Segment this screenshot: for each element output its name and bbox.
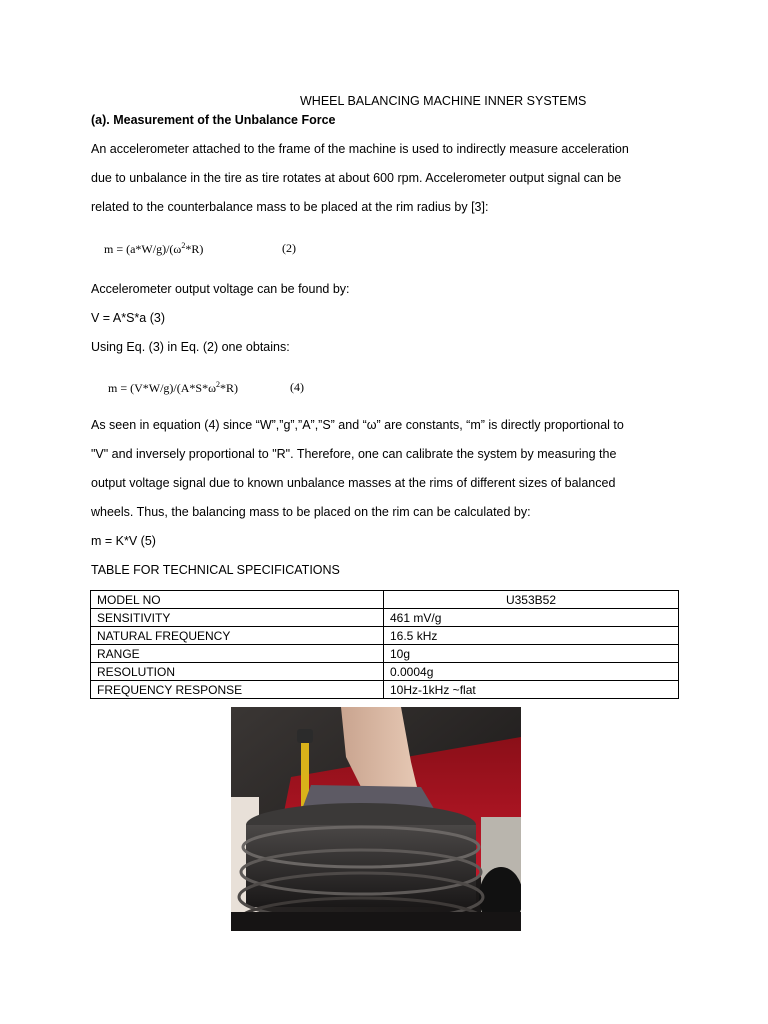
paragraph-line: As seen in equation (4) since “W”,”g”,”A”,”S” and “ω” are constants, “m” is directly proportional to (91, 418, 624, 432)
paragraph-line: Accelerometer output voltage can be found by: (91, 282, 350, 296)
table-title: TABLE FOR TECHNICAL SPECIFICATIONS (91, 563, 340, 577)
equation-2: $m = (a*W/g)/(\omega^2*R)$ (104, 241, 204, 256)
table-row (91, 645, 679, 663)
equation-5: m = K*V (5) (91, 534, 156, 548)
table-row (91, 627, 679, 645)
section-heading: (a). Measurement of the Unbalance Force (91, 113, 336, 127)
table-cell: RESOLUTION (91, 663, 384, 681)
equation-3: V = A*S*a (3) (91, 311, 165, 325)
wheel-rim-illustration (231, 707, 521, 931)
table-cell: 10g (384, 645, 679, 663)
table-row (91, 609, 679, 627)
document-title: WHEEL BALANCING MACHINE INNER SYSTEMS (300, 94, 587, 108)
equation-4: $m = (V*W/g)/(A*S*\omega^2*R)$ (108, 380, 238, 395)
table-row (91, 681, 679, 699)
table-cell: NATURAL FREQUENCY (91, 627, 384, 645)
paragraph-line: "V" and inversely proportional to "R". Therefore, one can calibrate the system by measuring the (91, 447, 617, 461)
paragraph-line: Using Eq. (3) in Eq. (2) one obtains: (91, 340, 290, 354)
paragraph-line: An accelerometer attached to the frame of the machine is used to indirectly measure acceleration (91, 142, 629, 156)
table-cell: 0.0004g (384, 663, 679, 681)
equation-4-number: (4) (290, 380, 304, 394)
table-cell: FREQUENCY RESPONSE (91, 681, 384, 699)
paragraph-line: wheels. Thus, the balancing mass to be placed on the rim can be calculated by: (91, 505, 531, 519)
table-cell: MODEL NO (91, 591, 384, 609)
accelerometer-photo (231, 707, 521, 931)
spec-table (90, 590, 679, 699)
paragraph-line: output voltage signal due to known unbalance masses at the rims of different sizes of balanced (91, 476, 616, 490)
table-cell: 461 mV/g (384, 609, 679, 627)
equation-2-number: (2) (282, 241, 296, 255)
table-row (91, 591, 679, 609)
table-cell: U353B52 (384, 591, 679, 609)
table-cell: SENSITIVITY (91, 609, 384, 627)
table-row (91, 663, 679, 681)
table-cell: 10Hz-1kHz ~flat (384, 681, 679, 699)
table-cell: 16.5 kHz (384, 627, 679, 645)
paragraph-line: due to unbalance in the tire as tire rotates at about 600 rpm. Accelerometer output signal can be (91, 171, 622, 185)
paragraph-line: related to the counterbalance mass to be placed at the rim radius by [3]: (91, 200, 489, 214)
table-cell: RANGE (91, 645, 384, 663)
